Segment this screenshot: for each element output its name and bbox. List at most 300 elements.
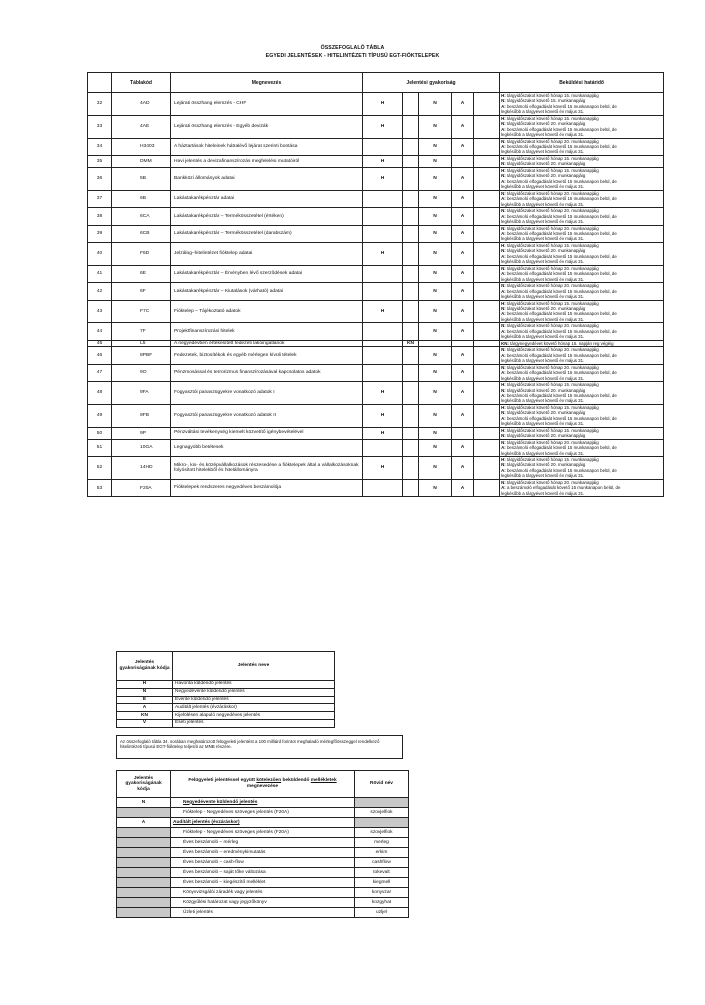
table-code: DMM: [112, 155, 171, 167]
row-number: 34: [88, 138, 112, 155]
deadline-line: [501, 149, 662, 154]
attachment-code: A: [117, 818, 171, 828]
deadline-text: beszámoló elfogadását követő 15 munkanapon belül, de: [506, 253, 617, 259]
frequency-kn: KN: [403, 340, 419, 347]
deadline-code: N:: [501, 121, 506, 127]
frequency-extra: [474, 190, 500, 207]
deadline-text: tárgyidőszakot követő hónap 20. munkanapjáig: [506, 265, 599, 271]
col-table-code: Táblakód: [112, 73, 171, 93]
deadline-cell: [500, 300, 664, 323]
frequency-extra: [474, 427, 500, 439]
deadline-code: N:: [501, 347, 506, 353]
row-description: Havi jelentés a devizafinanszírozás megfelelési mutatóiról: [171, 155, 363, 167]
frequency-n: N: [419, 300, 452, 323]
table-row: [88, 382, 664, 405]
frequency-extra: [474, 93, 500, 116]
row-description: Fedezetek, biztosítékok és egyéb mérlegen kívüli tételek: [171, 347, 363, 364]
row-description: A háztartások hiteleinek hátralévő lejárat szerinti bontása: [171, 138, 363, 155]
deadline-text: legkésőbb a tárgyévet követő év május 31.: [501, 450, 585, 456]
deadline-code: A:: [501, 352, 506, 358]
frequency-extra: [474, 138, 500, 155]
attachment-name: Fióktelep - Negyedéves szöveges jelentés (F20A): [171, 828, 355, 838]
deadline-text: a beszámoló elfogadását követő 15 munkanapon belül, de: [506, 485, 621, 491]
table-code: 6CA: [112, 208, 171, 225]
deadline-code: H:: [501, 300, 506, 306]
deadline-line: [501, 161, 662, 166]
frequency-h: [363, 265, 403, 282]
frequency-kn: [403, 283, 419, 300]
table-code: 6E: [112, 265, 171, 282]
frequency-kn: [403, 439, 419, 456]
attachment-row: [117, 808, 409, 818]
attachment-code: [117, 838, 171, 848]
frequency-h: [363, 439, 403, 456]
frequency-h: [363, 347, 403, 364]
attachment-row: [117, 908, 409, 918]
table-code: 9FA: [112, 382, 171, 405]
attachment-row: [117, 878, 409, 888]
deadline-code: A:: [501, 328, 506, 334]
table-row: [88, 242, 664, 265]
deadline-text: tárgyidőszakot követő hónap 15. munkanapjáig: [506, 155, 599, 161]
attachment-code: [117, 878, 171, 888]
attachment-short-name: [355, 798, 409, 808]
deadline-text: legkésőbb a tárgyévet követő év május 31.: [501, 201, 585, 207]
frequency-kn: [403, 300, 419, 323]
frequency-n: N: [419, 283, 452, 300]
deadline-cell: [500, 208, 664, 225]
deadline-text: legkésőbb a tárgyévet követő év május 31.: [501, 236, 585, 242]
deadline-line: [501, 317, 662, 322]
col-frequency: Jelentési gyakoriság: [363, 73, 500, 93]
frequency-h: [363, 138, 403, 155]
deadline-cell: [500, 283, 664, 300]
frequency-a: A: [452, 265, 474, 282]
deadline-code: A:: [501, 445, 506, 451]
attachments-col-code: Jelentés gyakoriságának kódja: [117, 771, 171, 798]
legend-row: [117, 688, 335, 696]
attachment-code: N: [117, 798, 171, 808]
frequency-legend-table: [116, 651, 335, 728]
attachment-code: [117, 808, 171, 818]
frequency-kn: [403, 190, 419, 207]
frequency-extra: [474, 457, 500, 480]
frequency-n: N: [419, 167, 452, 190]
deadline-text: beszámoló elfogadását követő 15 munkanapon belül, de: [506, 392, 617, 398]
attachment-name: Éves beszámoló – mérleg: [171, 838, 355, 848]
frequency-a: A: [452, 225, 474, 242]
deadline-line: [501, 451, 662, 456]
deadline-code: A:: [501, 415, 506, 421]
col-deadline: Beküldési határidő: [500, 73, 664, 93]
deadline-text: beszámoló elfogadását követő 15 munkanapon belül, de: [506, 230, 617, 236]
frequency-extra: [474, 382, 500, 405]
frequency-extra: [474, 364, 500, 381]
deadline-code: N:: [501, 190, 506, 196]
deadline-cell: [500, 382, 664, 405]
frequency-h: H: [363, 93, 403, 116]
deadline-line: [501, 202, 662, 207]
row-number: 45: [88, 340, 112, 347]
deadline-line: [501, 421, 662, 426]
frequency-kn: [403, 155, 419, 167]
row-number: 41: [88, 265, 112, 282]
table-row: [88, 93, 664, 116]
deadline-line: [501, 341, 662, 346]
frequency-kn: [403, 347, 419, 364]
frequency-kn: [403, 457, 419, 480]
frequency-n: N: [419, 427, 452, 439]
deadline-text: legkésőbb a tárgyévet követő év május 31.: [501, 293, 585, 299]
deadline-code: H:: [501, 155, 506, 161]
legend-name: Havonta küldendő jelentés: [173, 681, 335, 689]
table-row: [88, 347, 664, 364]
frequency-h: H: [363, 115, 403, 138]
deadline-line: [501, 491, 662, 496]
row-number: 38: [88, 208, 112, 225]
row-number: 53: [88, 479, 112, 496]
deadline-code: H:: [501, 404, 506, 410]
deadline-text: legkésőbb a tárgyévet követő év május 31.: [501, 109, 585, 115]
legend-code: KN: [117, 712, 173, 720]
deadline-text: tárgyidőszakot követő hónap 20. munkanapjáig: [506, 283, 599, 289]
deadline-text: tárgyidőszakot követő hónap 20. munkanapjáig: [506, 190, 599, 196]
attachment-name: Könyvvizsgálói záradék vagy jelentés: [171, 888, 355, 898]
deadline-text: tárgyidőszakot követő hónap 20. munkanapjáig: [506, 208, 599, 214]
legend-name: Negyedévente küldendő jelentés: [173, 688, 335, 696]
deadline-cell: [500, 404, 664, 427]
deadline-cell: [500, 155, 664, 167]
table-code: 5B: [112, 167, 171, 190]
legend-code: H: [117, 681, 173, 689]
frequency-a: A: [452, 479, 474, 496]
deadline-text: legkésőbb a tárgyévet követő év május 31.: [501, 132, 585, 138]
frequency-n: N: [419, 364, 452, 381]
table-code: 4AD: [112, 93, 171, 116]
frequency-a: A: [452, 323, 474, 340]
deadline-text: legkésőbb a tárgyévet követő év május 31.: [501, 398, 585, 404]
frequency-a: A: [452, 138, 474, 155]
frequency-extra: [474, 115, 500, 138]
deadline-line: [501, 358, 662, 363]
attachment-row: [117, 888, 409, 898]
frequency-h: [363, 323, 403, 340]
attachment-short-name: [355, 818, 409, 828]
attachment-code: [117, 898, 171, 908]
frequency-h: [363, 479, 403, 496]
deadline-text: tárgyidőszakot követő 20. munkanapjáig: [506, 410, 586, 416]
deadline-line: [501, 109, 662, 114]
deadline-line: [501, 334, 662, 339]
deadline-code: N:: [501, 265, 506, 271]
deadline-text: beszámoló elfogadását követő 15 munkanapon belül, de: [506, 213, 617, 219]
frequency-extra: [474, 479, 500, 496]
deadline-cell: [500, 265, 664, 282]
deadline-code: H:: [501, 457, 506, 463]
frequency-extra: [474, 300, 500, 323]
table-row: [88, 364, 664, 381]
table-code: 10GA: [112, 439, 171, 456]
frequency-kn: [403, 242, 419, 265]
row-description: Lakástakarékpénztár – Kiutalások (várható) adatai: [171, 283, 363, 300]
row-description: A negyedévben értékesített fedezeti lakóingatlanok: [171, 340, 363, 347]
frequency-a: A: [452, 208, 474, 225]
table-row: [88, 479, 664, 496]
table-row: [88, 225, 664, 242]
attachment-row: [117, 828, 409, 838]
deadline-text: beszámoló elfogadását követő 15 munkanapon belül, de: [506, 288, 617, 294]
deadline-cell: [500, 242, 664, 265]
frequency-n: N: [419, 225, 452, 242]
deadline-code: A:: [501, 392, 506, 398]
frequency-kn: [403, 364, 419, 381]
table-row: [88, 138, 664, 155]
frequency-a: [452, 340, 474, 347]
deadline-text: tárgyidőszakot követő hónap 15. munkanapjáig: [506, 300, 599, 306]
legend-row: [117, 704, 335, 712]
deadline-text: beszámoló elfogadását követő 15 munkanapon belül, de: [506, 126, 617, 132]
frequency-kn: [403, 115, 419, 138]
attachment-row: [117, 898, 409, 908]
table-row: [88, 340, 664, 347]
deadline-code: A:: [501, 467, 506, 473]
frequency-kn: [403, 323, 419, 340]
frequency-n: N: [419, 439, 452, 456]
table-row: [88, 300, 664, 323]
deadline-code: N:: [501, 173, 506, 179]
table-row: [88, 208, 664, 225]
deadline-line: [501, 473, 662, 478]
attachment-code: [117, 868, 171, 878]
frequency-a: A: [452, 115, 474, 138]
attachment-code: [117, 908, 171, 918]
deadline-line: [501, 184, 662, 189]
deadline-cell: [500, 323, 664, 340]
table-code: 6F: [112, 283, 171, 300]
frequency-a: A: [452, 439, 474, 456]
deadline-text: beszámoló elfogadását követő 15 munkanapon belül, de: [506, 103, 617, 109]
deadline-text: legkésőbb a tárgyévet követő év május 31.: [501, 316, 585, 322]
deadline-text: tárgyidőszakot követő hónap 20. munkanapjáig: [506, 323, 599, 329]
frequency-h: [363, 225, 403, 242]
frequency-extra: [474, 347, 500, 364]
legend-name: Eseti jelentés: [173, 719, 335, 727]
attachment-short-name: uzljel: [355, 908, 409, 918]
deadline-text: beszámoló elfogadását követő 15 munkanapon belül, de: [506, 144, 617, 149]
deadline-text: tárgyidőszakot követő 20. munkanapjáig: [506, 161, 586, 167]
deadline-text: tárgyidőszakot követő hónap 15. munkanapjáig: [506, 457, 599, 463]
col-num: [88, 73, 112, 93]
frequency-extra: [474, 242, 500, 265]
row-number: 47: [88, 364, 112, 381]
summary-table: [87, 72, 664, 497]
deadline-text: tárgyidőszakot követő hónap 15. munkanapjáig: [506, 404, 599, 410]
row-number: 40: [88, 242, 112, 265]
attachments-table: [116, 770, 409, 918]
deadline-cell: [500, 479, 664, 496]
deadline-text: legkésőbb a tárgyévet követő év május 31.: [501, 421, 585, 427]
frequency-a: A: [452, 347, 474, 364]
legend-code: A: [117, 704, 173, 712]
legend-row: [117, 696, 335, 704]
table-code: F20A: [112, 479, 171, 496]
deadline-text: legkésőbb a tárgyévet követő év május 31.: [501, 184, 585, 190]
deadline-text: tárgyidőszakot követő 20. munkanapjáig: [506, 387, 586, 393]
frequency-n: N: [419, 382, 452, 405]
frequency-n: N: [419, 457, 452, 480]
row-number: 52: [88, 457, 112, 480]
row-description: Jelzálog–hitelintézet fióktelep adatai: [171, 242, 363, 265]
deadline-cell: [500, 364, 664, 381]
frequency-extra: [474, 404, 500, 427]
frequency-a: A: [452, 167, 474, 190]
table-row: [88, 190, 664, 207]
deadline-text: tárgyidőszakot követő hónap 20. munkanapjáig: [506, 479, 599, 485]
frequency-n: N: [419, 347, 452, 364]
deadline-text: beszámoló elfogadását követő 15 munkanapon belül, de: [506, 311, 617, 317]
frequency-h: H: [363, 382, 403, 405]
deadline-code: N:: [501, 462, 506, 468]
frequency-a: A: [452, 300, 474, 323]
deadline-code: A:: [501, 288, 506, 294]
legend-row: [117, 681, 335, 689]
frequency-h: H: [363, 300, 403, 323]
row-description: Fogyasztói panaszügyekre vonatkozó adatok II: [171, 404, 363, 427]
deadline-text: legkésőbb a tárgyévet követő év május 31.: [501, 473, 585, 479]
attachment-name: Éves beszámoló – cash-flow: [171, 858, 355, 868]
row-description: Lakástakarékpénztár adatai: [171, 190, 363, 207]
attachment-name: Éves beszámoló – saját tőke változása: [171, 868, 355, 878]
table-row: [88, 427, 664, 439]
row-description: Lejárati összhang elemzés - Egyéb devizák: [171, 115, 363, 138]
deadline-line: [501, 277, 662, 282]
deadline-text: tárgyidőszakot követő hónap 20. munkanapjáig: [506, 364, 599, 370]
row-number: 44: [88, 323, 112, 340]
frequency-h: H: [363, 242, 403, 265]
row-number: 36: [88, 167, 112, 190]
frequency-extra: [474, 155, 500, 167]
table-row: [88, 439, 664, 456]
attachment-code: [117, 888, 171, 898]
row-description: Fogyasztói panaszügyekre vonatkozó adatok I: [171, 382, 363, 405]
deadline-text: beszámoló elfogadását követő 15 munkanapon belül, de: [506, 271, 617, 277]
table-row: [88, 155, 664, 167]
table-row: [88, 283, 664, 300]
attachment-short-name: konyvzar: [355, 888, 409, 898]
deadline-code: N:: [501, 208, 506, 214]
row-number: 37: [88, 190, 112, 207]
deadline-code: A:: [501, 370, 506, 376]
frequency-n: N: [419, 479, 452, 496]
frequency-kn: [403, 427, 419, 439]
frequency-n: N: [419, 93, 452, 116]
frequency-a: A: [452, 283, 474, 300]
table-code: 4AE: [112, 115, 171, 138]
table-code: 9P: [112, 427, 171, 439]
frequency-h: H: [363, 404, 403, 427]
deadline-text: beszámoló elfogadását követő 15 munkanapon belül, de: [506, 328, 617, 334]
table-code: 9FB: [112, 404, 171, 427]
deadline-text: tárgyidőszakot követő 20. munkanapjáig: [506, 248, 586, 254]
deadline-code: N:: [501, 479, 506, 485]
deadline-code: H:: [501, 167, 506, 173]
frequency-extra: [474, 283, 500, 300]
row-number: 43: [88, 300, 112, 323]
deadline-code: A:: [501, 196, 506, 202]
frequency-a: A: [452, 93, 474, 116]
row-description: Lakástakarékpénztár – Termékösszetétel (darabszám): [171, 225, 363, 242]
frequency-h: [363, 208, 403, 225]
frequency-extra: [474, 265, 500, 282]
attachment-short-name: kiegmell: [355, 878, 409, 888]
attachment-short-name: erkim: [355, 848, 409, 858]
frequency-n: N: [419, 190, 452, 207]
attachment-name: Negyedévente küldendő jelentés: [171, 798, 355, 808]
frequency-n: N: [419, 242, 452, 265]
table-code: 6CB: [112, 225, 171, 242]
deadline-code: N:: [501, 248, 506, 254]
page-subtitle: EGYEDI JELENTÉSEK - HITELINTÉZETI TÍPUSÚ EGT-FIÓKTELEPEK: [265, 53, 440, 59]
attachment-row: [117, 838, 409, 848]
deadline-cell: [500, 115, 664, 138]
deadline-text: tárgyidőszakot követő 20. munkanapjáig: [506, 173, 586, 179]
deadline-line: [501, 259, 662, 264]
frequency-kn: [403, 225, 419, 242]
deadline-cell: [500, 457, 664, 480]
attachment-code: [117, 858, 171, 868]
frequency-h: [363, 283, 403, 300]
deadline-text: tárgyidőszakot követő 20. munkanapjáig: [506, 462, 586, 468]
row-number: 32: [88, 93, 112, 116]
col-description: Megnevezés: [171, 73, 363, 93]
frequency-kn: [403, 138, 419, 155]
legend-code: N: [117, 688, 173, 696]
deadline-cell: [500, 340, 664, 347]
row-description: Fióktelep – Tájékoztató adatok: [171, 300, 363, 323]
frequency-n: N: [419, 404, 452, 427]
table-code: 9O: [112, 364, 171, 381]
deadline-text: legkésőbb a tárgyévet követő év május 31.: [501, 259, 585, 265]
table-code: H3403: [112, 138, 171, 155]
deadline-code: N:: [501, 283, 506, 289]
frequency-extra: [474, 208, 500, 225]
deadline-code: N:: [501, 305, 506, 311]
table-row: [88, 265, 664, 282]
row-number: 46: [88, 347, 112, 364]
table-code: F7C: [112, 300, 171, 323]
frequency-kn: [403, 265, 419, 282]
legend-name: Kijelölésen alapuló negyedéves jelentés: [173, 712, 335, 720]
attachment-name: Éves beszámoló – eredménykimutatás: [171, 848, 355, 858]
frequency-h: [363, 364, 403, 381]
deadline-text: beszámoló elfogadását követő 15 munkanapon belül, de: [506, 352, 617, 358]
deadline-code: A:: [501, 485, 506, 491]
row-number: 35: [88, 155, 112, 167]
deadline-code: N:: [501, 323, 506, 329]
frequency-a: [452, 427, 474, 439]
deadline-cell: [500, 138, 664, 155]
row-description: Mikro-, kis- és középvállalkozások részesedése a fióktelepek által a vállalkozásoknak folyósított hitelekből és hitelállományra: [171, 457, 363, 480]
deadline-line: [501, 294, 662, 299]
table-row: [88, 457, 664, 480]
deadline-text: tárgyidőszakot követő 20. munkanapjáig: [506, 305, 586, 311]
attachment-row: [117, 858, 409, 868]
frequency-n: N: [419, 115, 452, 138]
deadline-text: legkésőbb a tárgyévet követő év május 31.: [501, 334, 585, 340]
frequency-h: H: [363, 167, 403, 190]
deadline-code: A:: [501, 103, 506, 109]
attachment-short-name: cashflow: [355, 858, 409, 868]
